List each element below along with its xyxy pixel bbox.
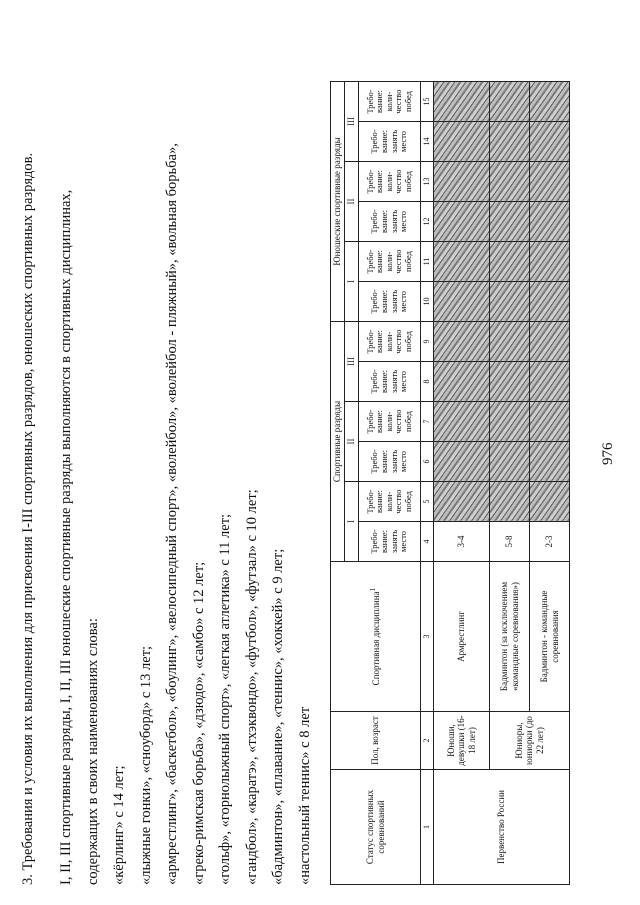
group-cell: Юниоры, юниорки (до 22 лет) [490,712,570,770]
intro-line: «армрестлинг», «баскетбол», «боулинг», «велосипедный спорт», «волейбол», «волейбол - пляжный», «вольная борьба», [164,143,180,885]
req-place-header: Требо-вание: занять место [359,442,421,482]
column-number: 6 [421,442,434,482]
column-number: 4 [421,522,434,562]
column-number: 1 [421,770,434,885]
discipline-cell: Бадминтон - командные соревнования [530,562,570,712]
empty-cell [530,482,570,522]
empty-cell [530,282,570,322]
empty-cell [530,82,570,122]
rank-label: III [345,322,359,402]
column-number: 14 [421,122,434,162]
empty-cell [434,282,490,322]
requirements-table [330,81,570,885]
intro-line: содержащих в своих наименованиях слова: [85,618,101,885]
intro-line: «настольный теннис» с 8 лет [297,706,313,885]
column-number: 13 [421,162,434,202]
place-cell: 5-8 [490,522,530,562]
section-heading: 3. Требования и условия их выполнения для присвоения I-III спортивных разрядов, юношеских спортивных разрядов. [20,152,36,885]
place-cell: 2-3 [530,522,570,562]
empty-cell [434,162,490,202]
empty-cell [434,482,490,522]
intro-line: «кёрлинг» с 14 лет; [111,765,127,885]
empty-cell [530,242,570,282]
empty-cell [530,202,570,242]
req-wins-header: Требо-вание: коли-чество побед [359,482,421,522]
group-cell: Юноши, девушки (16-18 лет) [434,712,490,770]
req-place-header: Требо-вание: занять место [359,202,421,242]
req-wins-header: Требо-вание: коли-чество побед [359,82,421,122]
req-wins-header: Требо-вание: коли-чество побед [359,162,421,202]
empty-cell [490,322,530,362]
req-place-header: Требо-вание: занять место [359,122,421,162]
empty-cell [434,82,490,122]
column-number: 11 [421,242,434,282]
col-group-header: Пол, возраст [331,712,421,770]
req-place-header: Требо-вание: занять место [359,282,421,322]
discipline-cell: Бадминтон (за исключением «командные соревнования») [490,562,530,712]
table-row [434,82,490,885]
intro-line: «бадминтон», «плавание», «теннис», «хоккей» с 9 лет; [270,548,286,885]
column-number: 10 [421,282,434,322]
empty-cell [434,322,490,362]
req-wins-header: Требо-вание: коли-чество побед [359,402,421,442]
rank-label: III [345,82,359,162]
empty-cell [530,402,570,442]
empty-cell [490,242,530,282]
empty-cell [434,362,490,402]
empty-cell [530,322,570,362]
empty-cell [530,442,570,482]
empty-cell [434,402,490,442]
empty-cell [530,162,570,202]
column-number: 5 [421,482,434,522]
req-place-header: Требо-вание: занять место [359,362,421,402]
req-wins-header: Требо-вание: коли-чество побед [359,242,421,282]
empty-cell [434,202,490,242]
empty-cell [490,202,530,242]
intro-line: «лыжные гонки», «сноуборд» с 13 лет; [138,645,154,885]
empty-cell [434,122,490,162]
empty-cell [490,282,530,322]
discipline-cell: Армрестлинг [434,562,490,712]
empty-cell [490,122,530,162]
empty-cell [490,402,530,442]
column-number: 3 [421,562,434,712]
empty-cell [490,82,530,122]
sport-ranks-header: Спортивные разряды [331,322,345,562]
column-number: 15 [421,82,434,122]
page-number: 976 [600,442,616,465]
intro-line: «гандбол», «каратэ», «тхэквондо», «футбол», «футзал» с 10 лет; [244,489,260,885]
intro-line: «греко-римская борьба», «дзюдо», «самбо» с 12 лет; [191,561,207,885]
table-row [490,82,530,885]
column-number: 9 [421,322,434,362]
place-cell: 3-4 [434,522,490,562]
empty-cell [490,482,530,522]
rank-label: I [345,482,359,562]
col-status-header: Статус спортивных соревнований [331,770,421,885]
column-number: 8 [421,362,434,402]
col-discipline-header: Спортивная дисциплина$^1$ [331,562,421,712]
req-place-header: Требо-вание: занять место [359,522,421,562]
column-number: 12 [421,202,434,242]
rank-label: II [345,162,359,242]
empty-cell [530,362,570,402]
empty-cell [434,242,490,282]
rank-label: I [345,242,359,322]
column-number: 2 [421,712,434,770]
youth-ranks-header: Юношеские спортивные разряды [331,82,345,322]
status-cell: Первенство России [434,770,570,885]
intro-line: «гольф», «горнолыжный спорт», «легкая атлетика» с 11 лет; [217,513,233,885]
column-number: 7 [421,402,434,442]
rank-label: II [345,402,359,482]
intro-line: I, II, III спортивные разряды, I, II, III юношеские спортивные разряды выполняются в спортивных дисциплинах, [58,189,74,885]
req-wins-header: Требо-вание: коли-чество побед [359,322,421,362]
empty-cell [490,162,530,202]
empty-cell [530,122,570,162]
empty-cell [490,442,530,482]
empty-cell [434,442,490,482]
empty-cell [490,362,530,402]
